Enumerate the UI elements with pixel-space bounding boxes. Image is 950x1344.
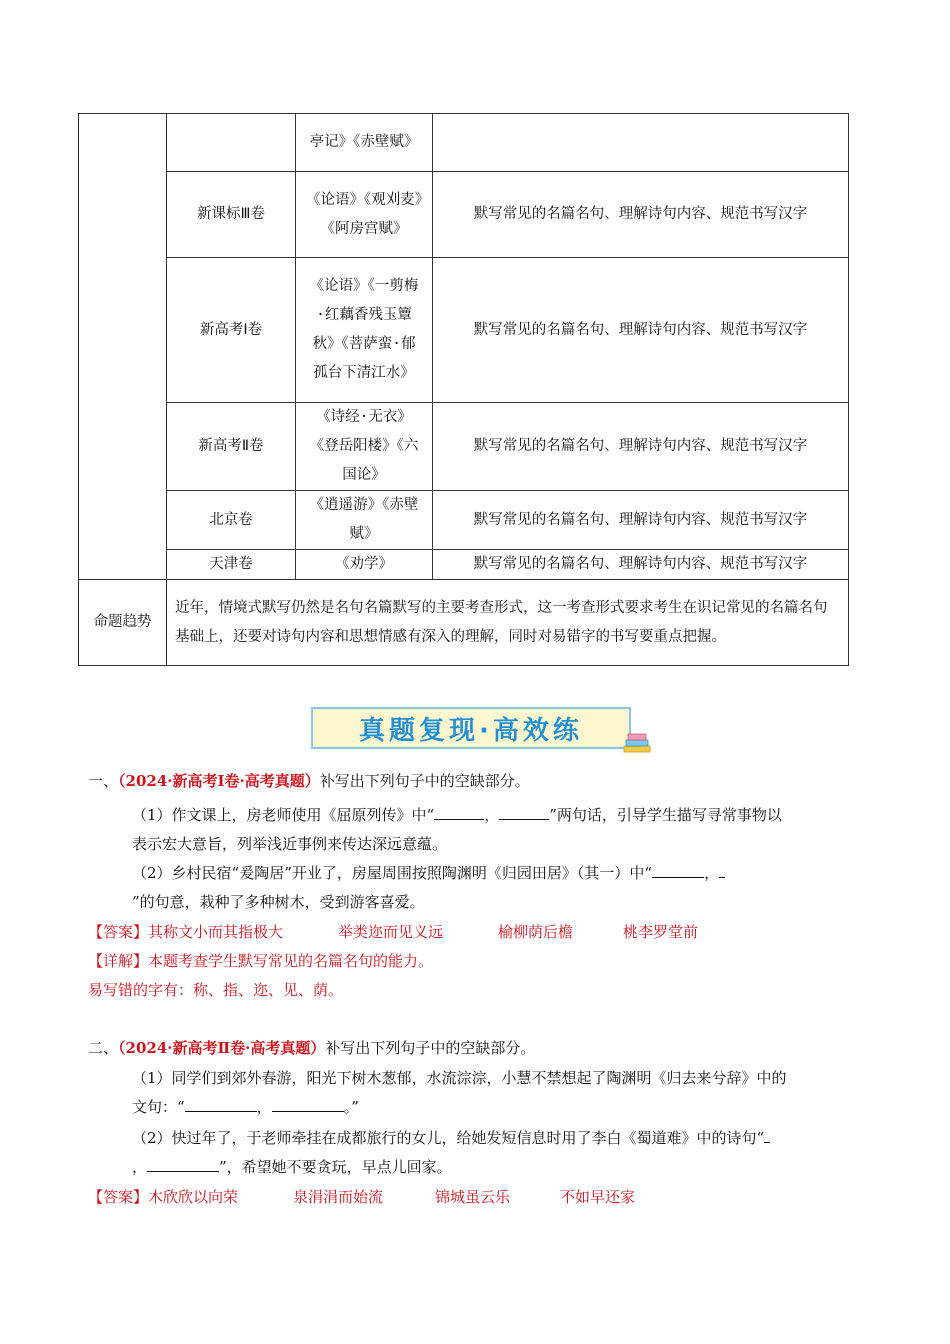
sub-text: （2）快过年了，于老师牵挂在成都旅行的女儿，给她发短信息时用了李白《蜀道难》中的诗句“ — [132, 1129, 765, 1147]
works-cell: 《劝学》 — [296, 550, 433, 580]
question-1-sub2 — [132, 859, 862, 888]
answer-blank[interactable] — [272, 1096, 344, 1112]
requirement-cell: 默写常见的名篇名句、理解诗句内容、规范书写汉字 — [433, 491, 849, 550]
sub-text: 表示宏大意旨，列举浅近事例来传达深远意蕴。 — [132, 835, 448, 853]
exam-cell: 北京卷 — [167, 491, 296, 550]
answer-label: 【答案】 — [88, 1188, 149, 1206]
question-1-detail — [88, 946, 433, 976]
question-1-sub2-cont — [132, 888, 862, 917]
answer-item: 不如早还家 — [560, 1188, 636, 1206]
sub-text: ， — [704, 864, 720, 882]
question-2-header — [88, 1033, 535, 1063]
answer-blank[interactable] — [185, 1096, 257, 1112]
works-cell: 《论语》《观刈麦》《阿房宫赋》 — [296, 172, 433, 258]
question-2-sub1-cont — [132, 1093, 862, 1122]
answer-item: 桃李罗堂前 — [623, 923, 699, 941]
works-cell: 《逍遥游》《赤壁赋》 — [296, 491, 433, 550]
table-row — [79, 491, 849, 550]
sub-text: （1）同学们到郊外春游，阳光下树木葱郁，水流淙淙，小慧不禁想起了陶渊明《归去来兮辞》中的 — [132, 1069, 787, 1087]
question-number: 二、 — [88, 1039, 119, 1057]
answer-item: 泉涓涓而始流 — [293, 1188, 384, 1206]
sub-text: ”，希望她不要贪玩，早点儿回家。 — [219, 1158, 452, 1176]
answer-label: 【答案】 — [88, 923, 149, 941]
question-1-error-chars: 易写错的字有：称、指、迩、见、荫。 — [88, 981, 344, 999]
requirement-cell: 默写常见的名篇名句、理解诗句内容、规范书写汉字 — [433, 258, 849, 403]
question-2-answer — [88, 1182, 635, 1212]
table-row — [79, 172, 849, 258]
answer-blank[interactable] — [652, 862, 704, 878]
question-prompt: 补写出下列句子中的空缺部分。 — [319, 772, 530, 790]
sub-text: 文句：“ — [132, 1098, 185, 1116]
books-icon — [622, 732, 652, 754]
sub-text: ， — [484, 806, 500, 824]
table-row — [79, 114, 849, 172]
question-1-header — [88, 766, 530, 796]
answer-blank[interactable] — [499, 804, 549, 820]
exam-cell — [167, 114, 296, 172]
works-cell: 《论语》《一剪梅·红藕香残玉簟秋》《菩萨蛮·郁孤台下清江水》 — [296, 258, 433, 403]
question-source: （2024·新高考Ⅱ卷·高考真题） — [118, 1039, 326, 1057]
question-number: 一、 — [88, 772, 119, 790]
detail-label: 【详解】 — [88, 952, 149, 970]
table-row — [79, 258, 849, 403]
question-2-sub1 — [132, 1064, 862, 1093]
table-row — [79, 580, 849, 666]
requirement-cell: 默写常见的名篇名句、理解诗句内容、规范书写汉字 — [433, 403, 849, 491]
question-prompt: 补写出下列句子中的空缺部分。 — [325, 1039, 536, 1057]
answer-blank[interactable] — [147, 1156, 219, 1172]
answer-blank[interactable] — [434, 804, 484, 820]
sub-text: 。” — [343, 1098, 359, 1116]
question-source: （2024·新高考Ⅰ卷·高考真题） — [118, 772, 320, 790]
answer-blank[interactable] — [764, 1127, 770, 1143]
trend-text: 近年，情境式默写仍然是名句名篇默写的主要考查形式，这一考查形式要求考生在识记常见的名篇名句基础上，还要对诗句内容和思想情感有深入的理解，同时对易错字的书写要重点把握。 — [167, 580, 849, 666]
sub-text: （2）乡村民宿“爰陶居”开业了，房屋周围按照陶渊明《归园田居》（其一）中“ — [132, 864, 653, 882]
table-row — [79, 550, 849, 580]
section-banner — [311, 707, 631, 749]
exam-table — [78, 113, 849, 666]
works-cell: 亭记》《赤壁赋》 — [296, 114, 433, 172]
detail-text: 本题考查学生默写常见的名篇名句的能力。 — [148, 952, 434, 970]
answer-blank[interactable] — [719, 862, 725, 878]
question-1-sub1-cont — [88, 830, 818, 859]
answer-item: 举类迩而见义远 — [338, 923, 444, 941]
sub-text: （1）作文课上，房老师使用《屈原列传》中“ — [132, 806, 435, 824]
requirement-cell — [433, 114, 849, 172]
sub-text: ， — [132, 1158, 148, 1176]
exam-cell: 天津卷 — [167, 550, 296, 580]
sub-text: ”两句话，引导学生描写寻常事物以 — [549, 806, 782, 824]
requirement-cell: 默写常见的名篇名句、理解诗句内容、规范书写汉字 — [433, 172, 849, 258]
exam-cell: 新高考Ⅰ卷 — [167, 258, 296, 403]
exam-cell: 新课标Ⅲ卷 — [167, 172, 296, 258]
answer-item: 榆柳荫后檐 — [498, 923, 574, 941]
requirement-cell: 默写常见的名篇名句、理解诗句内容、规范书写汉字 — [433, 550, 849, 580]
exam-cell: 新高考Ⅱ卷 — [167, 403, 296, 491]
works-cell: 《诗经·无衣》《登岳阳楼》《六国论》 — [296, 403, 433, 491]
question-2-sub2-cont — [132, 1153, 862, 1182]
question-1-sub1 — [132, 801, 862, 830]
question-2-sub2 — [132, 1124, 862, 1153]
sub-text: ， — [256, 1098, 272, 1116]
answer-item: 木欣欣以向荣 — [148, 1188, 239, 1206]
sub-text: ”的句意，栽种了多种树木，受到游客喜爱。 — [132, 893, 425, 911]
answer-item: 其称文小而其指极大 — [148, 923, 284, 941]
table-row — [79, 403, 849, 491]
table-cell-empty — [79, 114, 167, 580]
banner-title: 真题复现·高效练 — [359, 715, 583, 746]
question-1-answer — [88, 917, 698, 947]
answer-item: 锦城虽云乐 — [435, 1188, 511, 1206]
trend-label: 命题趋势 — [79, 580, 167, 666]
